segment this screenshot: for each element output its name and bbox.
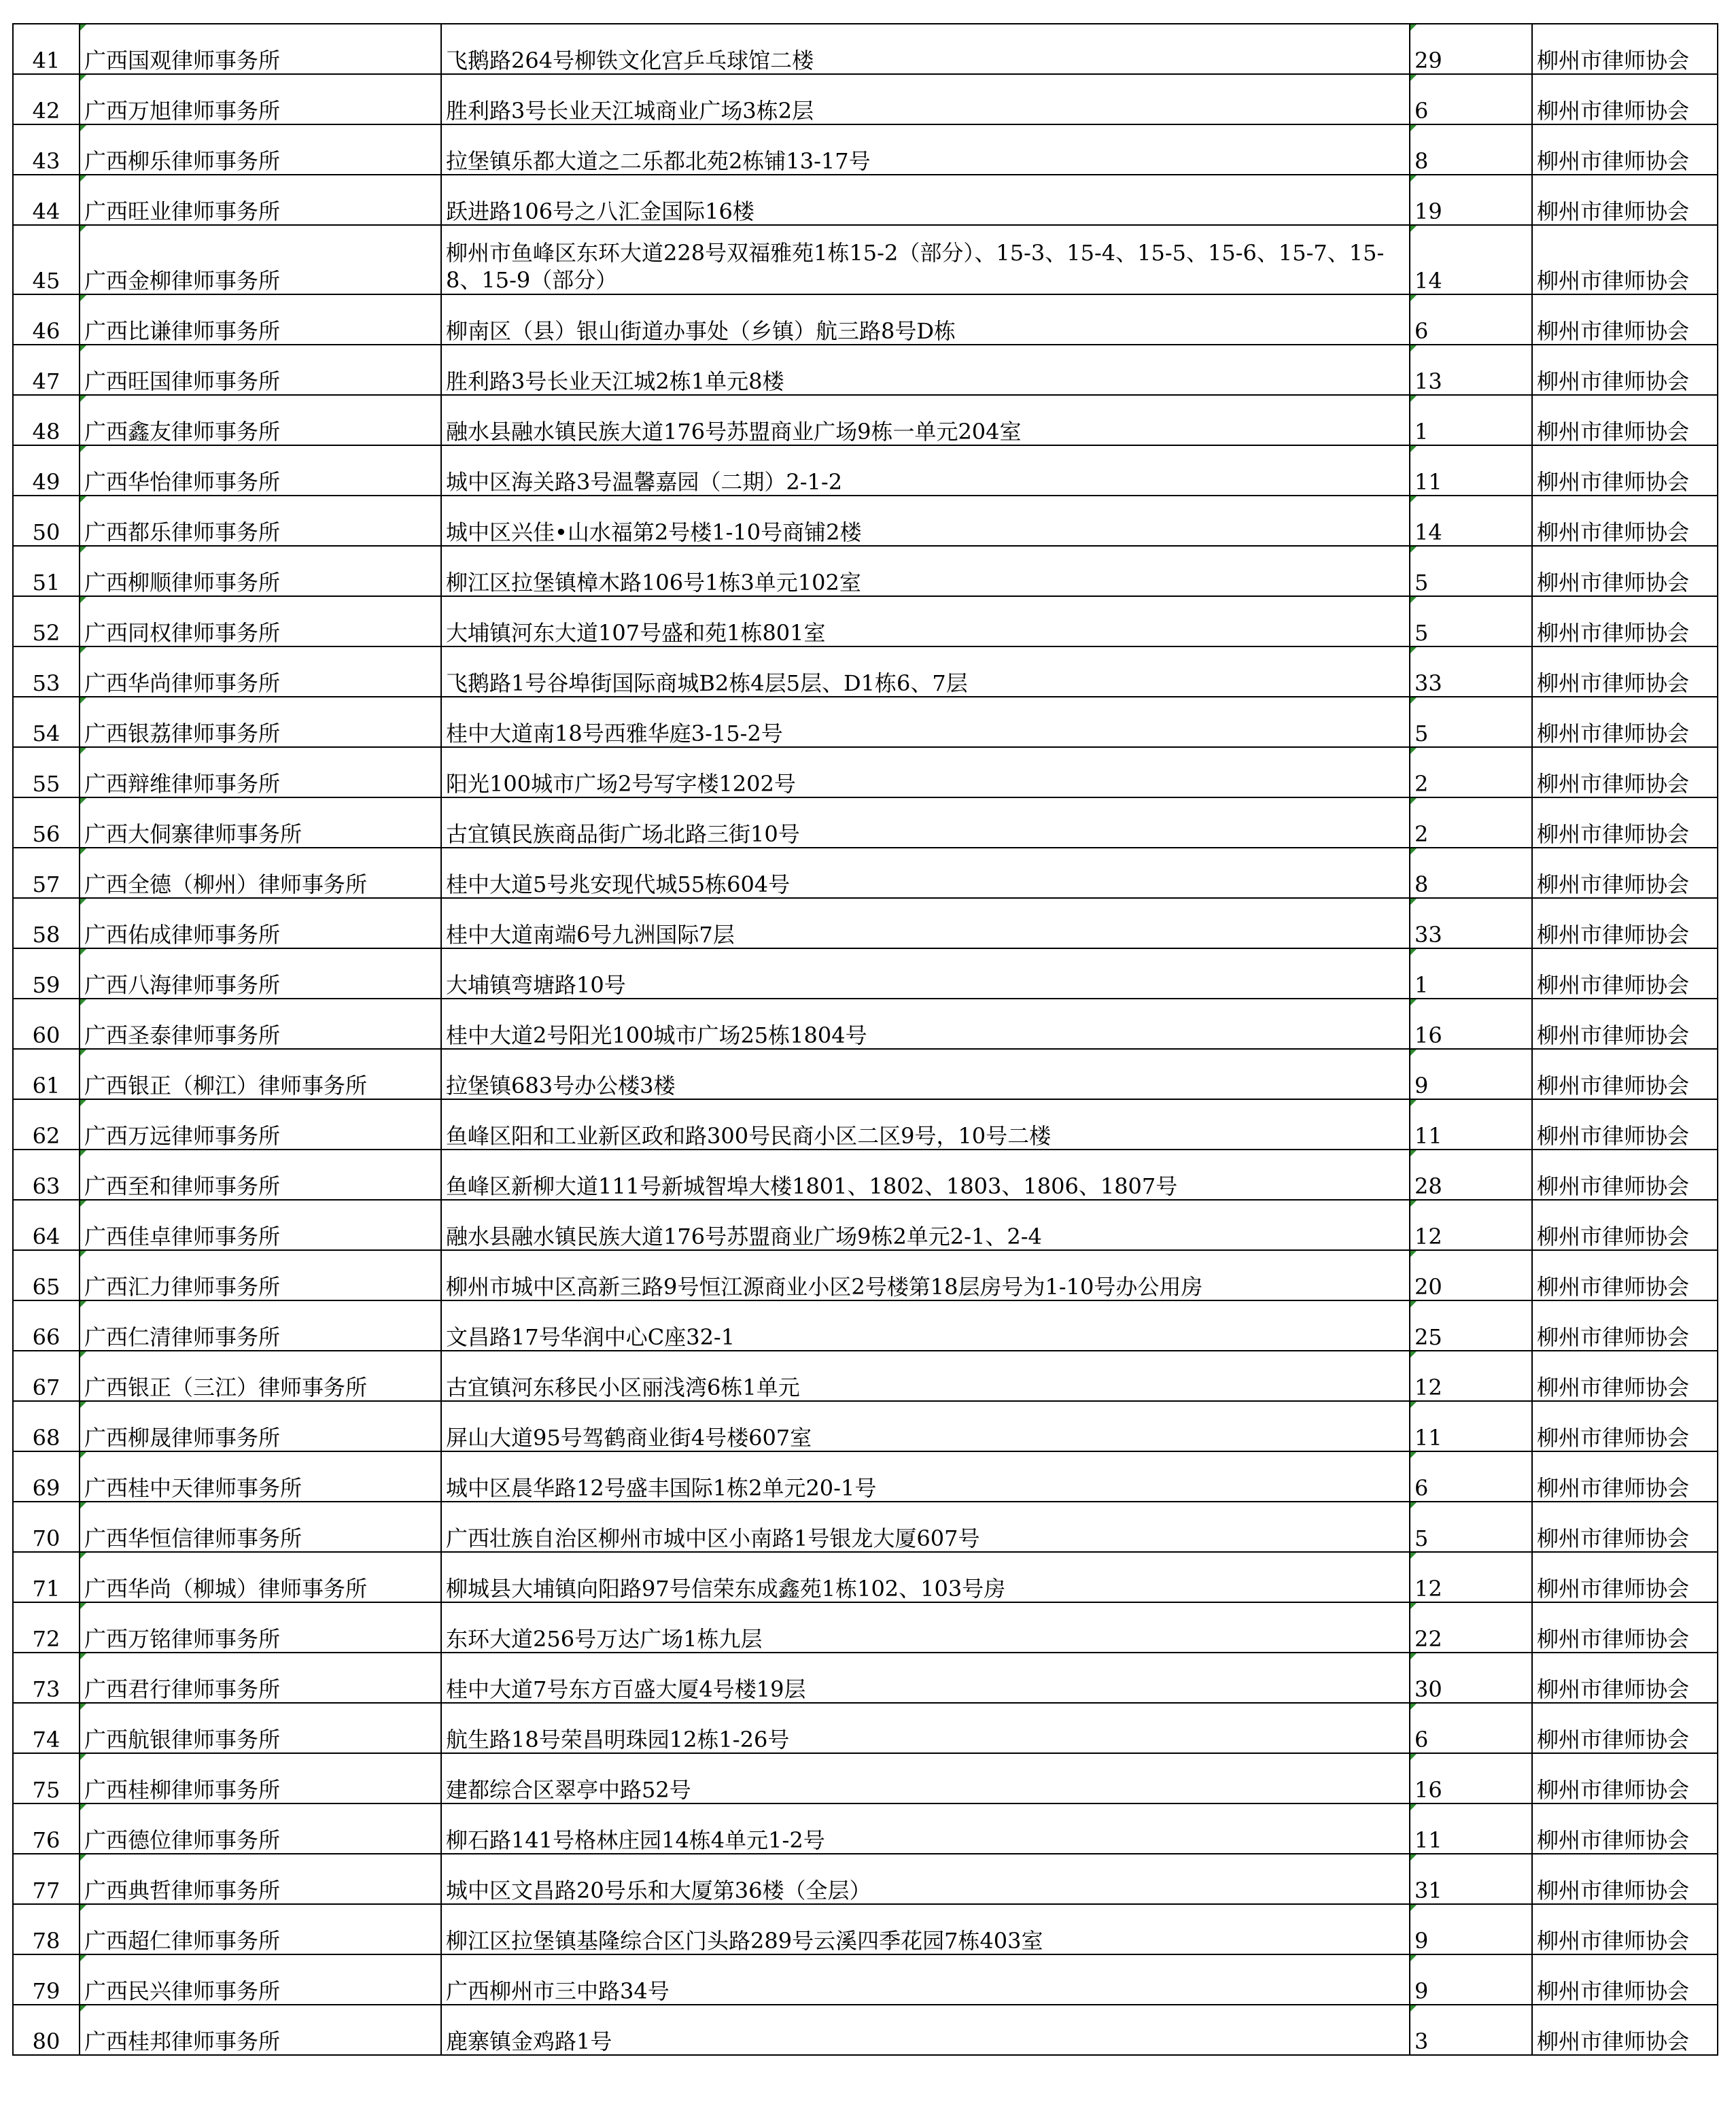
firm-name-cell[interactable]: 广西柳乐律师事务所 <box>80 124 441 175</box>
association-cell[interactable]: 柳州市律师协会 <box>1532 1552 1718 1602</box>
lawyer-count-cell[interactable]: 5 <box>1410 546 1532 596</box>
lawyer-count-cell[interactable]: 1 <box>1410 948 1532 999</box>
address-cell[interactable]: 拉堡镇乐都大道之二乐都北苑2栋铺13-17号 <box>441 124 1410 175</box>
association-cell[interactable]: 柳州市律师协会 <box>1532 395 1718 445</box>
address-cell[interactable]: 桂中大道7号东方百盛大厦4号楼19层 <box>441 1653 1410 1703</box>
association-cell[interactable]: 柳州市律师协会 <box>1532 1904 1718 1954</box>
association-cell[interactable]: 柳州市律师协会 <box>1532 74 1718 124</box>
lawyer-count-cell[interactable]: 11 <box>1410 445 1532 496</box>
firm-name-cell[interactable]: 广西柳晟律师事务所 <box>80 1401 441 1451</box>
firm-name-cell[interactable]: 广西辩维律师事务所 <box>80 747 441 797</box>
address-cell[interactable]: 古宜镇民族商品街广场北路三街10号 <box>441 797 1410 848</box>
firm-name-cell[interactable]: 广西金柳律师事务所 <box>80 225 441 294</box>
address-cell[interactable]: 飞鹅路1号谷埠街国际商城B2栋4层5层、D1栋6、7层 <box>441 646 1410 697</box>
firm-name-cell[interactable]: 广西超仁律师事务所 <box>80 1904 441 1954</box>
firm-name-cell[interactable]: 广西佳卓律师事务所 <box>80 1200 441 1250</box>
association-cell[interactable]: 柳州市律师协会 <box>1532 1703 1718 1753</box>
table-row <box>13 124 1718 175</box>
row-number-cell[interactable]: 70 <box>13 1502 80 1552</box>
table-row <box>13 445 1718 496</box>
address-cell[interactable]: 城中区晨华路12号盛丰国际1栋2单元20-1号 <box>441 1451 1410 1502</box>
firm-name-cell[interactable]: 广西万铭律师事务所 <box>80 1602 441 1653</box>
lawyer-count-cell[interactable]: 20 <box>1410 1250 1532 1300</box>
firm-name-cell[interactable]: 广西君行律师事务所 <box>80 1653 441 1703</box>
row-number-cell[interactable]: 63 <box>13 1150 80 1200</box>
address-cell[interactable]: 胜利路3号长业天江城2栋1单元8楼 <box>441 345 1410 395</box>
row-number-cell[interactable]: 61 <box>13 1049 80 1099</box>
address-cell[interactable]: 柳江区拉堡镇樟木路106号1栋3单元102室 <box>441 546 1410 596</box>
firm-name-cell[interactable]: 广西华尚律师事务所 <box>80 646 441 697</box>
association-cell[interactable]: 柳州市律师协会 <box>1532 225 1718 294</box>
address-cell[interactable]: 桂中大道5号兆安现代城55栋604号 <box>441 848 1410 898</box>
address-cell[interactable]: 古宜镇河东移民小区丽浅湾6栋1单元 <box>441 1351 1410 1401</box>
address-cell[interactable]: 城中区海关路3号温馨嘉园（二期）2-1-2 <box>441 445 1410 496</box>
address-cell[interactable]: 桂中大道南端6号九洲国际7层 <box>441 898 1410 948</box>
firm-name-cell[interactable]: 广西国观律师事务所 <box>80 24 441 74</box>
table-row <box>13 546 1718 596</box>
address-cell[interactable]: 文昌路17号华润中心C座32-1 <box>441 1300 1410 1351</box>
firm-name-cell[interactable]: 广西仁清律师事务所 <box>80 1300 441 1351</box>
lawyer-count-cell[interactable]: 30 <box>1410 1653 1532 1703</box>
firm-name-cell[interactable]: 广西民兴律师事务所 <box>80 1954 441 2005</box>
association-cell[interactable]: 柳州市律师协会 <box>1532 1854 1718 1904</box>
association-cell[interactable]: 柳州市律师协会 <box>1532 596 1718 646</box>
row-number-cell[interactable]: 55 <box>13 747 80 797</box>
table-row <box>13 1401 1718 1451</box>
table-row <box>13 24 1718 74</box>
firm-name-cell[interactable]: 广西航银律师事务所 <box>80 1703 441 1753</box>
row-number-cell[interactable]: 78 <box>13 1904 80 1954</box>
association-cell[interactable]: 柳州市律师协会 <box>1532 546 1718 596</box>
firm-name-cell[interactable]: 广西比谦律师事务所 <box>80 294 441 345</box>
row-number-cell[interactable]: 48 <box>13 395 80 445</box>
table-row <box>13 848 1718 898</box>
table-row <box>13 1150 1718 1200</box>
row-number-cell[interactable]: 68 <box>13 1401 80 1451</box>
association-cell[interactable]: 柳州市律师协会 <box>1532 1803 1718 1854</box>
address-cell[interactable]: 融水县融水镇民族大道176号苏盟商业广场9栋2单元2-1、2-4 <box>441 1200 1410 1250</box>
lawyer-count-cell[interactable]: 3 <box>1410 2005 1532 2055</box>
firm-name-cell[interactable]: 广西柳顺律师事务所 <box>80 546 441 596</box>
row-number-cell[interactable]: 54 <box>13 697 80 747</box>
table-row <box>13 175 1718 225</box>
lawyer-count-cell[interactable]: 2 <box>1410 747 1532 797</box>
table-row <box>13 1803 1718 1854</box>
lawyer-count-cell[interactable]: 31 <box>1410 1854 1532 1904</box>
address-cell[interactable]: 柳城县大埔镇向阳路97号信荣东成鑫苑1栋102、103号房 <box>441 1552 1410 1602</box>
row-number-cell[interactable]: 47 <box>13 345 80 395</box>
address-cell[interactable]: 胜利路3号长业天江城商业广场3栋2层 <box>441 74 1410 124</box>
lawyer-count-cell[interactable]: 19 <box>1410 175 1532 225</box>
address-cell[interactable]: 鱼峰区新柳大道111号新城智埠大楼1801、1802、1803、1806、1807号 <box>441 1150 1410 1200</box>
association-cell[interactable]: 柳州市律师协会 <box>1532 1300 1718 1351</box>
table-row <box>13 1502 1718 1552</box>
table-row <box>13 1351 1718 1401</box>
address-cell[interactable]: 融水县融水镇民族大道176号苏盟商业广场9栋一单元204室 <box>441 395 1410 445</box>
row-number-cell[interactable]: 69 <box>13 1451 80 1502</box>
row-number-cell[interactable]: 51 <box>13 546 80 596</box>
firm-name-cell[interactable]: 广西华尚（柳城）律师事务所 <box>80 1552 441 1602</box>
lawyer-count-cell[interactable]: 12 <box>1410 1200 1532 1250</box>
association-cell[interactable]: 柳州市律师协会 <box>1532 496 1718 546</box>
row-number-cell[interactable]: 66 <box>13 1300 80 1351</box>
lawyer-count-cell[interactable]: 6 <box>1410 1703 1532 1753</box>
lawyer-count-cell[interactable]: 11 <box>1410 1099 1532 1150</box>
association-cell[interactable]: 柳州市律师协会 <box>1532 898 1718 948</box>
association-cell[interactable]: 柳州市律师协会 <box>1532 1602 1718 1653</box>
association-cell[interactable]: 柳州市律师协会 <box>1532 697 1718 747</box>
row-number-cell[interactable]: 75 <box>13 1753 80 1803</box>
firm-name-cell[interactable]: 广西华怡律师事务所 <box>80 445 441 496</box>
table-row <box>13 1602 1718 1653</box>
firm-name-cell[interactable]: 广西大侗寨律师事务所 <box>80 797 441 848</box>
firm-name-cell[interactable]: 广西全德（柳州）律师事务所 <box>80 848 441 898</box>
association-cell[interactable]: 柳州市律师协会 <box>1532 948 1718 999</box>
lawyer-count-cell[interactable]: 14 <box>1410 496 1532 546</box>
association-cell[interactable]: 柳州市律师协会 <box>1532 1401 1718 1451</box>
address-cell[interactable]: 鹿寨镇金鸡路1号 <box>441 2005 1410 2055</box>
lawyer-count-cell[interactable]: 5 <box>1410 697 1532 747</box>
address-cell[interactable]: 桂中大道2号阳光100城市广场25栋1804号 <box>441 999 1410 1049</box>
table-row <box>13 646 1718 697</box>
association-cell[interactable]: 柳州市律师协会 <box>1532 24 1718 74</box>
row-number-cell[interactable]: 49 <box>13 445 80 496</box>
firm-name-cell[interactable]: 广西桂邦律师事务所 <box>80 2005 441 2055</box>
address-cell[interactable]: 广西壮族自治区柳州市城中区小南路1号银龙大厦607号 <box>441 1502 1410 1552</box>
lawyer-count-cell[interactable]: 9 <box>1410 1904 1532 1954</box>
row-number-cell[interactable]: 77 <box>13 1854 80 1904</box>
firm-name-cell[interactable]: 广西鑫友律师事务所 <box>80 395 441 445</box>
table-row <box>13 1904 1718 1954</box>
association-cell[interactable]: 柳州市律师协会 <box>1532 175 1718 225</box>
table-row <box>13 898 1718 948</box>
address-cell[interactable]: 建都综合区翠亭中路52号 <box>441 1753 1410 1803</box>
row-number-cell[interactable]: 59 <box>13 948 80 999</box>
firm-name-cell[interactable]: 广西佑成律师事务所 <box>80 898 441 948</box>
table-row <box>13 1200 1718 1250</box>
table-row <box>13 225 1718 294</box>
row-number-cell[interactable]: 45 <box>13 225 80 294</box>
table-row <box>13 395 1718 445</box>
lawyer-count-cell[interactable]: 9 <box>1410 1954 1532 2005</box>
lawyer-count-cell[interactable]: 1 <box>1410 395 1532 445</box>
table-row <box>13 999 1718 1049</box>
row-number-cell[interactable]: 44 <box>13 175 80 225</box>
firm-name-cell[interactable]: 广西万旭律师事务所 <box>80 74 441 124</box>
firm-name-cell[interactable]: 广西八海律师事务所 <box>80 948 441 999</box>
row-number-cell[interactable]: 58 <box>13 898 80 948</box>
table-row <box>13 1552 1718 1602</box>
row-number-cell[interactable]: 42 <box>13 74 80 124</box>
table-body <box>13 24 1718 2055</box>
row-number-cell[interactable]: 64 <box>13 1200 80 1250</box>
table-row <box>13 1250 1718 1300</box>
address-cell[interactable]: 城中区文昌路20号乐和大厦第36楼（全层） <box>441 1854 1410 1904</box>
association-cell[interactable]: 柳州市律师协会 <box>1532 1150 1718 1200</box>
lawyer-count-cell[interactable]: 6 <box>1410 74 1532 124</box>
association-cell[interactable]: 柳州市律师协会 <box>1532 646 1718 697</box>
row-number-cell[interactable]: 67 <box>13 1351 80 1401</box>
address-cell[interactable]: 飞鹅路264号柳铁文化宫乒乓球馆二楼 <box>441 24 1410 74</box>
address-cell[interactable]: 鱼峰区阳和工业新区政和路300号民商小区二区9号，10号二楼 <box>441 1099 1410 1150</box>
firm-name-cell[interactable]: 广西万远律师事务所 <box>80 1099 441 1150</box>
row-number-cell[interactable]: 53 <box>13 646 80 697</box>
address-cell[interactable]: 屏山大道95号驾鹤商业街4号楼607室 <box>441 1401 1410 1451</box>
table-row <box>13 596 1718 646</box>
association-cell[interactable]: 柳州市律师协会 <box>1532 1502 1718 1552</box>
row-number-cell[interactable]: 80 <box>13 2005 80 2055</box>
table-row <box>13 496 1718 546</box>
association-cell[interactable]: 柳州市律师协会 <box>1532 2005 1718 2055</box>
row-number-cell[interactable]: 52 <box>13 596 80 646</box>
lawyer-count-cell[interactable]: 6 <box>1410 294 1532 345</box>
table-row <box>13 1753 1718 1803</box>
association-cell[interactable]: 柳州市律师协会 <box>1532 1250 1718 1300</box>
lawyer-count-cell[interactable]: 5 <box>1410 1502 1532 1552</box>
address-cell[interactable]: 桂中大道南18号西雅华庭3-15-2号 <box>441 697 1410 747</box>
firm-name-cell[interactable]: 广西汇力律师事务所 <box>80 1250 441 1300</box>
association-cell[interactable]: 柳州市律师协会 <box>1532 1351 1718 1401</box>
address-cell[interactable]: 柳州市鱼峰区东环大道228号双福雅苑1栋15-2（部分）、15-3、15-4、15-5、15-6、15-7、15-8、15-9（部分） <box>441 225 1410 294</box>
address-cell[interactable]: 广西柳州市三中路34号 <box>441 1954 1410 2005</box>
lawyer-count-cell[interactable]: 33 <box>1410 898 1532 948</box>
lawyer-count-cell[interactable]: 14 <box>1410 225 1532 294</box>
association-cell[interactable]: 柳州市律师协会 <box>1532 1099 1718 1150</box>
table-row <box>13 1099 1718 1150</box>
lawyer-count-cell[interactable]: 25 <box>1410 1300 1532 1351</box>
address-cell[interactable]: 阳光100城市广场2号写字楼1202号 <box>441 747 1410 797</box>
lawyer-count-cell[interactable]: 11 <box>1410 1803 1532 1854</box>
association-cell[interactable]: 柳州市律师协会 <box>1532 999 1718 1049</box>
table-row <box>13 1653 1718 1703</box>
row-number-cell[interactable]: 71 <box>13 1552 80 1602</box>
address-cell[interactable]: 柳州市城中区高新三路9号恒江源商业小区2号楼第18层房号为1-10号办公用房 <box>441 1250 1410 1300</box>
lawyer-count-cell[interactable]: 33 <box>1410 646 1532 697</box>
association-cell[interactable]: 柳州市律师协会 <box>1532 1653 1718 1703</box>
association-cell[interactable]: 柳州市律师协会 <box>1532 1753 1718 1803</box>
address-cell[interactable]: 柳南区（县）银山街道办事处（乡镇）航三路8号D栋 <box>441 294 1410 345</box>
row-number-cell[interactable]: 60 <box>13 999 80 1049</box>
lawyer-count-cell[interactable]: 22 <box>1410 1602 1532 1653</box>
firm-name-cell[interactable]: 广西旺业律师事务所 <box>80 175 441 225</box>
row-number-cell[interactable]: 76 <box>13 1803 80 1854</box>
firm-name-cell[interactable]: 广西德位律师事务所 <box>80 1803 441 1854</box>
row-number-cell[interactable]: 50 <box>13 496 80 546</box>
lawyer-count-cell[interactable]: 16 <box>1410 1753 1532 1803</box>
firm-name-cell[interactable]: 广西桂柳律师事务所 <box>80 1753 441 1803</box>
lawyer-count-cell[interactable]: 8 <box>1410 848 1532 898</box>
address-cell[interactable]: 柳石路141号格林庄园14栋4单元1-2号 <box>441 1803 1410 1854</box>
row-number-cell[interactable]: 72 <box>13 1602 80 1653</box>
row-number-cell[interactable]: 62 <box>13 1099 80 1150</box>
table-row <box>13 1854 1718 1904</box>
table-row <box>13 797 1718 848</box>
association-cell[interactable]: 柳州市律师协会 <box>1532 445 1718 496</box>
table-row <box>13 2005 1718 2055</box>
lawyer-count-cell[interactable]: 5 <box>1410 596 1532 646</box>
lawyer-count-cell[interactable]: 11 <box>1410 1401 1532 1451</box>
address-cell[interactable]: 拉堡镇683号办公楼3楼 <box>441 1049 1410 1099</box>
row-number-cell[interactable]: 79 <box>13 1954 80 2005</box>
row-number-cell[interactable]: 41 <box>13 24 80 74</box>
lawyer-count-cell[interactable]: 16 <box>1410 999 1532 1049</box>
firm-name-cell[interactable]: 广西典哲律师事务所 <box>80 1854 441 1904</box>
association-cell[interactable]: 柳州市律师协会 <box>1532 345 1718 395</box>
association-cell[interactable]: 柳州市律师协会 <box>1532 124 1718 175</box>
lawyer-count-cell[interactable]: 28 <box>1410 1150 1532 1200</box>
row-number-cell[interactable]: 56 <box>13 797 80 848</box>
firm-name-cell[interactable]: 广西桂中天律师事务所 <box>80 1451 441 1502</box>
address-cell[interactable]: 大埔镇弯塘路10号 <box>441 948 1410 999</box>
lawyer-count-cell[interactable]: 12 <box>1410 1552 1532 1602</box>
table-row <box>13 948 1718 999</box>
association-cell[interactable]: 柳州市律师协会 <box>1532 1200 1718 1250</box>
firm-name-cell[interactable]: 广西银荔律师事务所 <box>80 697 441 747</box>
lawyer-count-cell[interactable]: 2 <box>1410 797 1532 848</box>
row-number-cell[interactable]: 65 <box>13 1250 80 1300</box>
firm-name-cell[interactable]: 广西圣泰律师事务所 <box>80 999 441 1049</box>
address-cell[interactable]: 柳江区拉堡镇基隆综合区门头路289号云溪四季花园7栋403室 <box>441 1904 1410 1954</box>
table-row <box>13 747 1718 797</box>
law-firm-table <box>12 23 1718 2056</box>
firm-name-cell[interactable]: 广西华恒信律师事务所 <box>80 1502 441 1552</box>
association-cell[interactable]: 柳州市律师协会 <box>1532 294 1718 345</box>
table-row <box>13 1300 1718 1351</box>
row-number-cell[interactable]: 43 <box>13 124 80 175</box>
table-row <box>13 1049 1718 1099</box>
table-row <box>13 1954 1718 2005</box>
association-cell[interactable]: 柳州市律师协会 <box>1532 848 1718 898</box>
firm-name-cell[interactable]: 广西银正（柳江）律师事务所 <box>80 1049 441 1099</box>
association-cell[interactable]: 柳州市律师协会 <box>1532 747 1718 797</box>
table-row <box>13 1703 1718 1753</box>
association-cell[interactable]: 柳州市律师协会 <box>1532 1049 1718 1099</box>
association-cell[interactable]: 柳州市律师协会 <box>1532 1451 1718 1502</box>
table-row <box>13 74 1718 124</box>
address-cell[interactable]: 航生路18号荣昌明珠园12栋1-26号 <box>441 1703 1410 1753</box>
address-cell[interactable]: 跃进路106号之八汇金国际16楼 <box>441 175 1410 225</box>
lawyer-count-cell[interactable]: 6 <box>1410 1451 1532 1502</box>
table-row <box>13 697 1718 747</box>
firm-name-cell[interactable]: 广西银正（三江）律师事务所 <box>80 1351 441 1401</box>
firm-name-cell[interactable]: 广西都乐律师事务所 <box>80 496 441 546</box>
lawyer-count-cell[interactable]: 8 <box>1410 124 1532 175</box>
association-cell[interactable]: 柳州市律师协会 <box>1532 1954 1718 2005</box>
table-row <box>13 294 1718 345</box>
address-cell[interactable]: 东环大道256号万达广场1栋九层 <box>441 1602 1410 1653</box>
row-number-cell[interactable]: 74 <box>13 1703 80 1753</box>
address-cell[interactable]: 城中区兴佳•山水福第2号楼1-10号商铺2楼 <box>441 496 1410 546</box>
table-row <box>13 345 1718 395</box>
row-number-cell[interactable]: 46 <box>13 294 80 345</box>
lawyer-count-cell[interactable]: 29 <box>1410 24 1532 74</box>
row-number-cell[interactable]: 57 <box>13 848 80 898</box>
lawyer-count-cell[interactable]: 9 <box>1410 1049 1532 1099</box>
firm-name-cell[interactable]: 广西旺国律师事务所 <box>80 345 441 395</box>
lawyer-count-cell[interactable]: 13 <box>1410 345 1532 395</box>
table-row <box>13 1451 1718 1502</box>
firm-name-cell[interactable]: 广西至和律师事务所 <box>80 1150 441 1200</box>
row-number-cell[interactable]: 73 <box>13 1653 80 1703</box>
address-cell[interactable]: 大埔镇河东大道107号盛和苑1栋801室 <box>441 596 1410 646</box>
association-cell[interactable]: 柳州市律师协会 <box>1532 797 1718 848</box>
firm-name-cell[interactable]: 广西同权律师事务所 <box>80 596 441 646</box>
lawyer-count-cell[interactable]: 12 <box>1410 1351 1532 1401</box>
